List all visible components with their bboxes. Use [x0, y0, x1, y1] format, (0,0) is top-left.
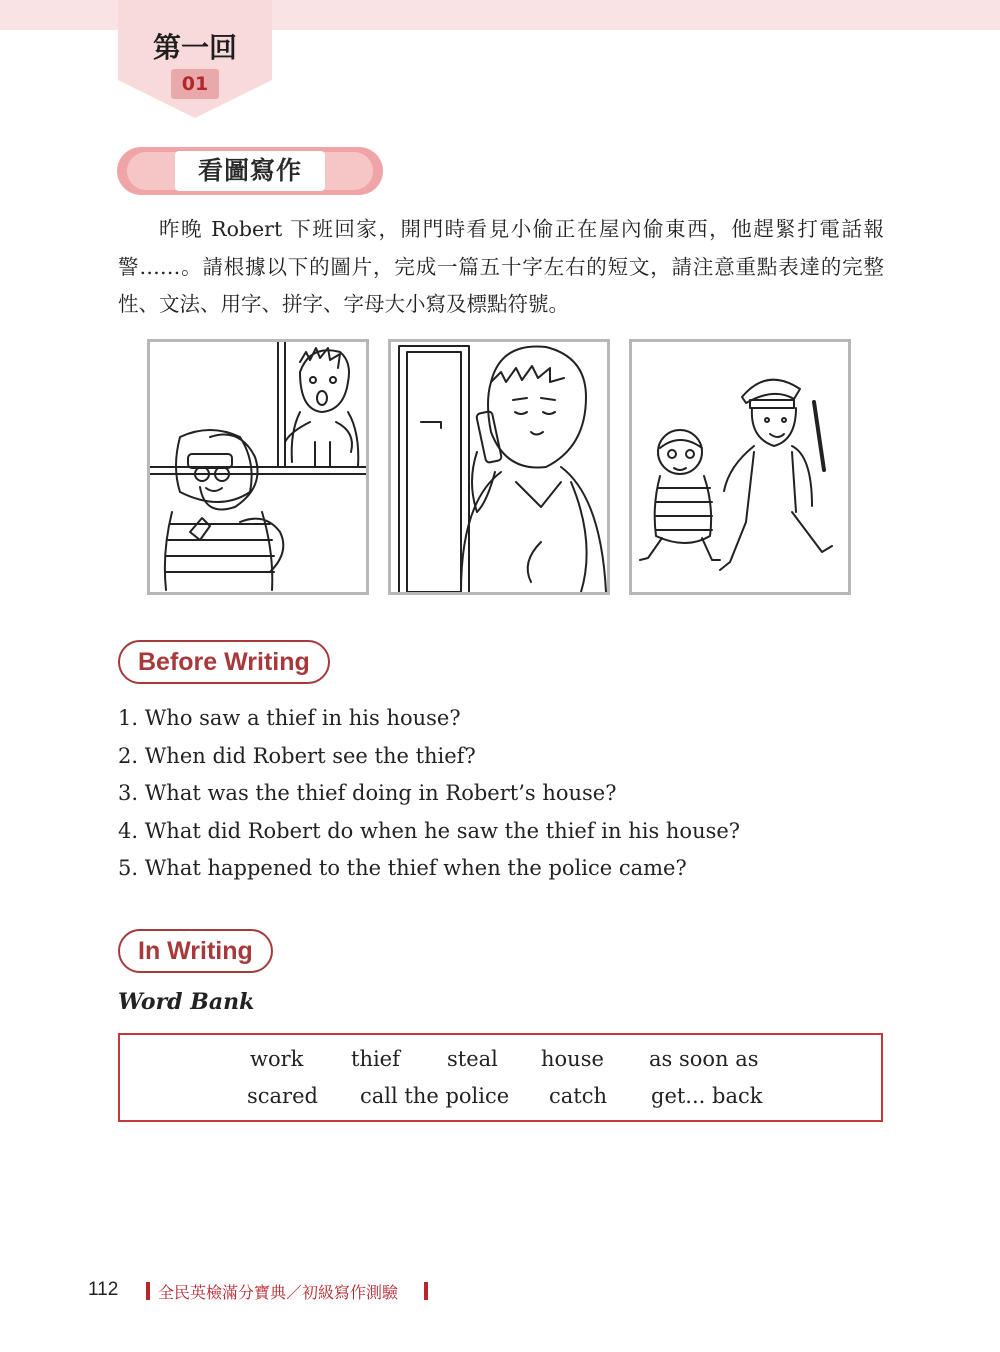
in-writing-heading: In Writing	[118, 929, 273, 973]
word-bank-word: scared	[247, 1084, 318, 1108]
question-item: 5. What happened to the thief when the police came?	[118, 856, 687, 880]
section-title-pill	[117, 147, 383, 195]
man-on-phone-illustration	[391, 342, 607, 592]
question-item: 3. What was the thief doing in Robert’s house?	[118, 781, 617, 805]
picture-panel-1	[147, 339, 369, 595]
word-bank-word: steal	[447, 1047, 498, 1071]
unit-number-badge: 01	[171, 69, 219, 99]
word-bank-title: Word Bank	[118, 989, 255, 1015]
word-bank-word: work	[250, 1047, 304, 1071]
section-title: 看圖寫作	[197, 156, 302, 185]
unit-title: 第一回	[152, 31, 237, 64]
question-item: 2. When did Robert see the thief?	[118, 743, 476, 768]
word-bank-word: as soon as	[649, 1047, 759, 1071]
picture-panel-2	[388, 339, 610, 595]
word-bank-box	[118, 1033, 883, 1122]
before-writing-heading: Before Writing	[118, 640, 330, 684]
footer-bar-left	[146, 1282, 150, 1300]
word-bank-word: thief	[351, 1047, 400, 1071]
question-item: 1. Who saw a thief in his house?	[118, 706, 461, 730]
question-list	[118, 700, 898, 888]
thief-with-sack-illustration	[150, 342, 366, 592]
word-bank-word: catch	[549, 1084, 608, 1108]
instructions-paragraph: 昨晚 Robert 下班回家，開門時看見小偷正在屋內偷東西，他趕緊打電話報警……。請根據以下的圖片，完成一篇五十字左右的短文，請注意重點表達的完整性、文法、用字、拼字、字母大小寫及標點符號。	[118, 217, 884, 316]
unit-tag	[118, 0, 272, 118]
word-bank-word: get... back	[651, 1084, 763, 1108]
footer-book-title: 全民英檢滿分寶典／初級寫作測驗	[158, 1283, 399, 1302]
police-catching-thief-illustration	[632, 342, 848, 592]
footer-bar-right	[424, 1282, 428, 1300]
page-number: 112	[88, 1279, 119, 1300]
question-item: 4. What did Robert do when he saw the thief in his house?	[118, 818, 741, 843]
word-bank-word: house	[541, 1047, 604, 1071]
picture-panel-3	[629, 339, 851, 595]
word-bank-word: call the police	[360, 1084, 510, 1108]
